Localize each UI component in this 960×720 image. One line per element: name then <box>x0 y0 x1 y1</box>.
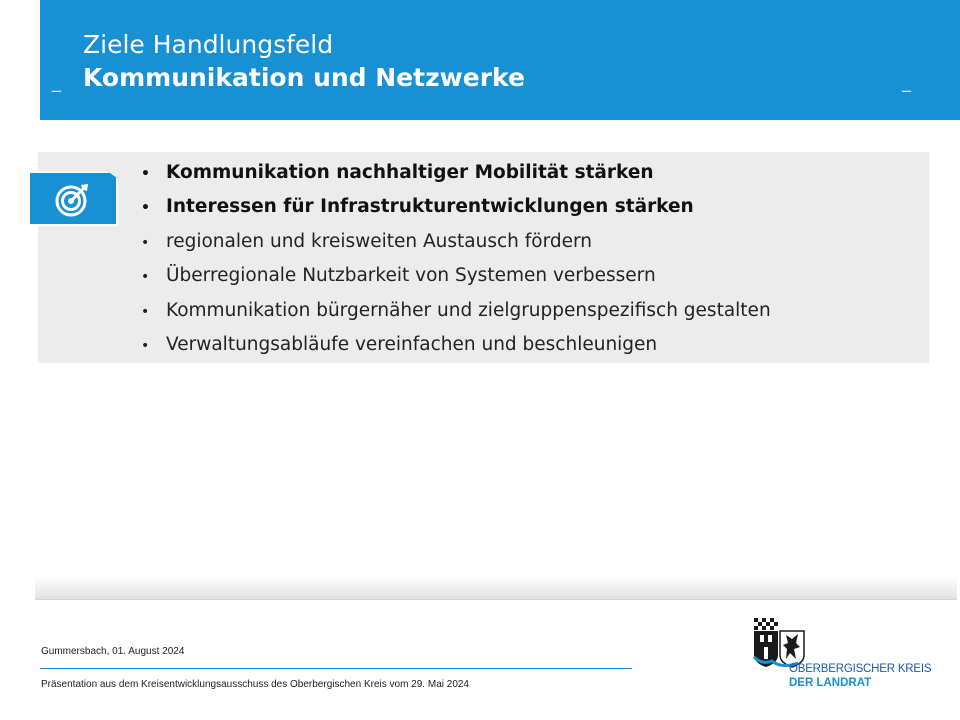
page-title-line1: Ziele Handlungsfeld <box>83 30 334 59</box>
header-right-dash: _ <box>902 72 911 93</box>
goal-text: Kommunikation nachhaltiger Mobilität stärken <box>166 162 654 183</box>
goal-text: Kommunikation bürgernäher und zielgruppenspezifisch gestalten <box>166 299 771 321</box>
goal-list-item <box>141 227 771 261</box>
bullet-marker: • <box>141 303 150 320</box>
footer-shadow <box>35 576 957 600</box>
footer-rule <box>40 668 632 669</box>
goal-list-item <box>141 330 771 364</box>
goal-text: regionalen und kreisweiten Austausch fördern <box>166 230 593 252</box>
oberbergischer-kreis-coat-of-arms <box>752 617 822 669</box>
bullet-marker: • <box>141 269 150 286</box>
goal-text: Interessen für Infrastrukturentwicklungen stärken <box>166 196 694 218</box>
goal-text: Überregionale Nutzbarkeit von Systemen verbessern <box>166 265 656 287</box>
header-left-dash: _ <box>52 72 61 93</box>
logo-subtitle: DER LANDRAT <box>789 677 872 689</box>
footer-presentation: Präsentation aus dem Kreisentwicklungsausschuss des Oberbergischen Kreis vom 29. Mai 2024 <box>41 679 469 690</box>
logo-name: OBERBERGISCHER KREIS <box>789 663 932 675</box>
footer-divider <box>35 599 957 600</box>
target-icon <box>54 182 92 218</box>
goal-list-item <box>141 158 771 192</box>
footer-date: Gummersbach, 01. August 2024 <box>41 646 185 657</box>
bullet-marker: • <box>141 200 150 217</box>
header-bar <box>40 0 960 120</box>
goal-text: Verwaltungsabläufe vereinfachen und beschleunigen <box>166 333 658 355</box>
goals-tag <box>28 171 118 226</box>
bullet-marker: • <box>141 234 150 251</box>
goals-list <box>141 158 771 364</box>
page-title-line2: Kommunikation und Netzwerke <box>83 63 525 92</box>
bullet-marker: • <box>141 166 150 182</box>
goal-list-item <box>141 261 771 295</box>
goal-list-item <box>141 192 771 226</box>
goal-list-item <box>141 296 771 330</box>
bullet-marker: • <box>141 337 150 354</box>
